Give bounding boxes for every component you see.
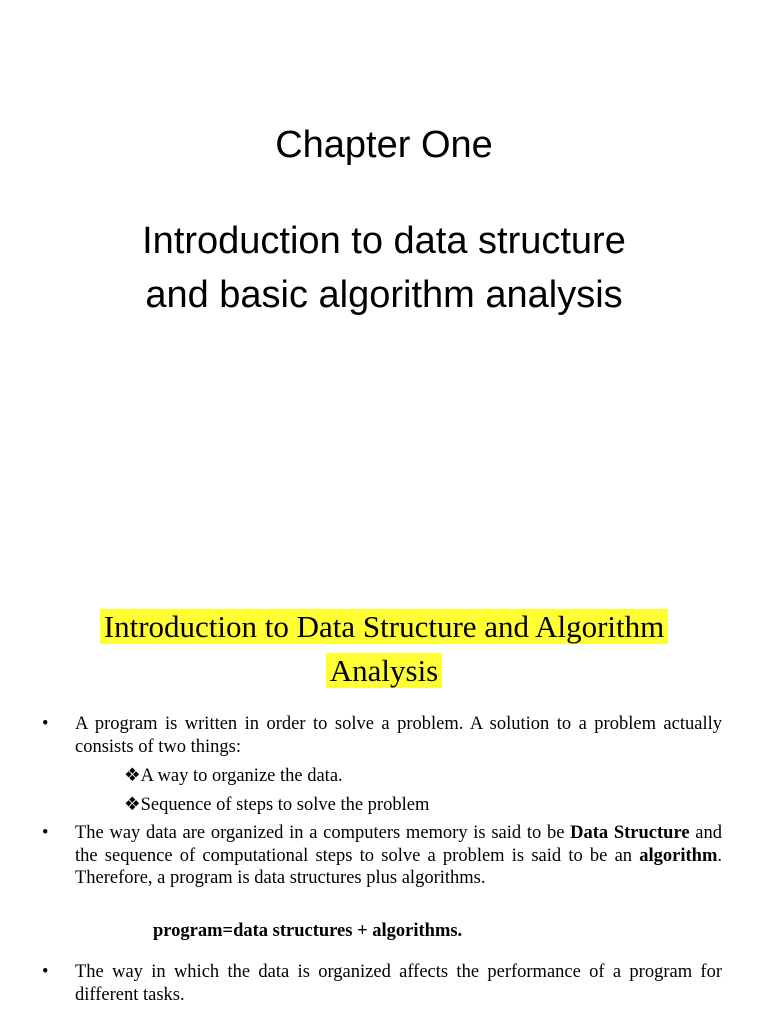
chapter-title: Chapter One [275, 124, 493, 166]
bullet-item-performance [42, 961, 722, 1006]
diamond-bullet-icon: ❖ [124, 766, 141, 786]
sub-item-text: A way to organize the data. [140, 766, 343, 786]
bullet-text [75, 822, 722, 890]
bold-term-algorithm: algorithm [639, 845, 718, 866]
chapter-subtitle-line-2: and basic algorithm analysis [145, 274, 623, 316]
text-span: The way data are organized in a computers memory is said to be [75, 823, 571, 843]
text-span: and the sequence of computational steps to solve a problem is said to be an [75, 823, 722, 866]
bullet-icon: • [42, 823, 49, 843]
text-span: . Therefore, a program is data structures plus algorithms. [75, 845, 722, 888]
bullet-item-program [42, 713, 722, 758]
section-heading-line-1: Introduction to Data Structure and Algorithm [100, 609, 668, 644]
bold-term-data-structure: Data Structure [570, 823, 690, 843]
chapter-subtitle [0, 214, 768, 322]
formula-text: program=data structures + algorithms. [153, 921, 463, 941]
bullet-icon: • [42, 962, 49, 982]
chapter-subtitle-line-1: Introduction to data structure [142, 220, 626, 262]
bullet-item-data-structure [42, 822, 722, 890]
bullet-text: A program is written in order to solve a problem. A solution to a problem actually consists of two things: [75, 714, 722, 757]
section-heading-line-2: Analysis [326, 653, 443, 688]
diamond-bullet-icon: ❖ [124, 795, 141, 815]
sub-item-text: Sequence of steps to solve the problem [140, 795, 430, 815]
bullet-text: The way in which the data is organized affects the performance of a program for different tasks. [75, 962, 722, 1005]
bullet-icon: • [42, 714, 49, 734]
section-heading [0, 605, 768, 693]
